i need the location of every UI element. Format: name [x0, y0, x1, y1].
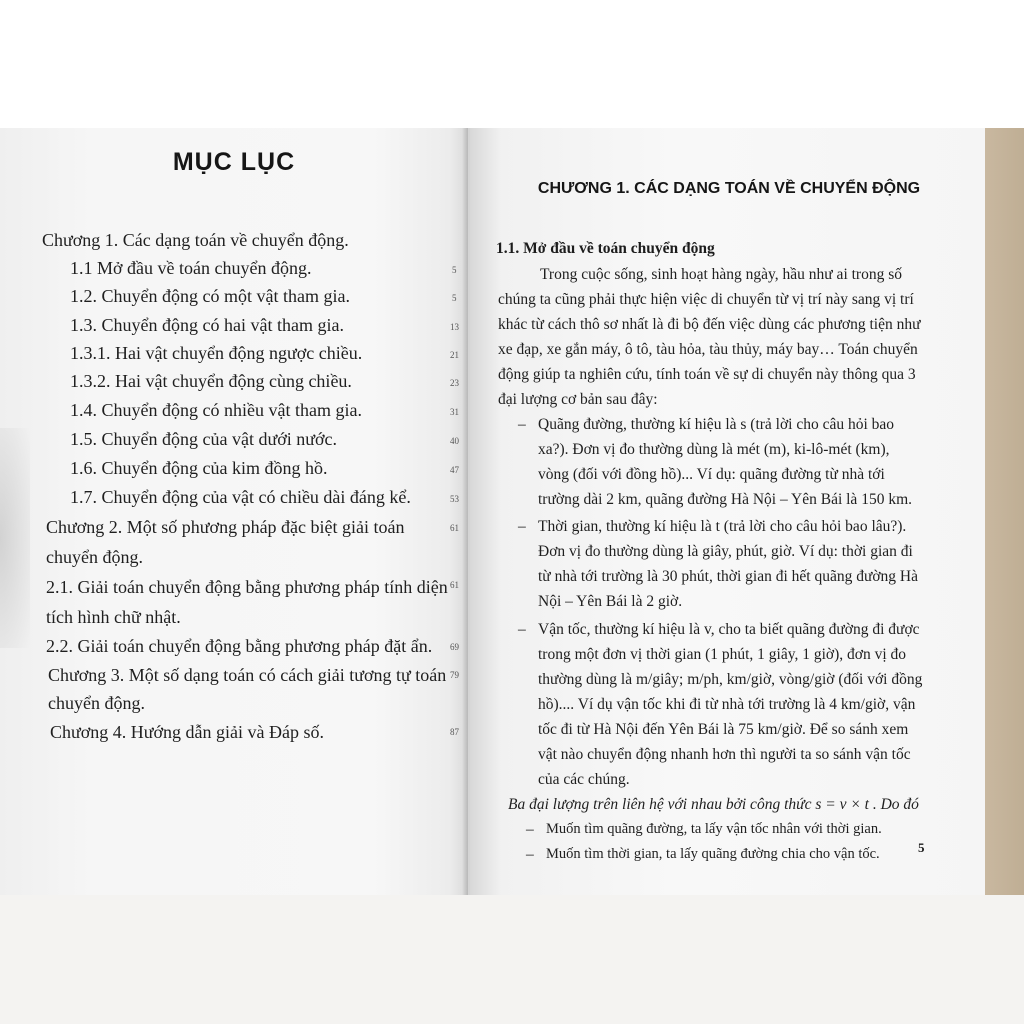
toc-page-number: 61: [450, 523, 459, 533]
toc-page-number: 5: [452, 265, 457, 275]
page-number: 5: [918, 840, 925, 855]
paragraph-line: Quãng đường, thường kí hiệu là s (trả lời cho câu hỏi bao: [538, 416, 895, 433]
paragraph-line: tốc đi từ Hà Nội đến Yên Bái là 75 km/giờ. Để so sánh xem: [538, 721, 909, 738]
toc-page-number: 87: [450, 727, 459, 737]
paragraph-line: Trong cuộc sống, sinh hoạt hàng ngày, hầu như ai trong số: [540, 266, 902, 283]
finger-shadow: [0, 428, 30, 648]
paragraph-line: của các chúng.: [538, 771, 630, 788]
toc-entry: 1.2. Chuyển động có một vật tham gia.: [70, 286, 350, 306]
paragraph-line: Muốn tìm quãng đường, ta lấy vận tốc nhân với thời gian.: [546, 821, 882, 837]
toc-entry: chuyển động.: [48, 693, 145, 713]
bullet-dash: –: [526, 846, 534, 863]
bullet-dash: –: [518, 416, 526, 433]
toc-entry: tích hình chữ nhật.: [46, 607, 181, 627]
toc-page-number: 69: [450, 642, 459, 652]
toc-entry: 1.7. Chuyển động của vật có chiều dài đáng kể.: [70, 487, 411, 507]
toc-entry: Chương 4. Hướng dẫn giải và Đáp số.: [50, 722, 325, 742]
table-surface: [0, 895, 1024, 1024]
toc-entry: 1.4. Chuyển động có nhiều vật tham gia.: [70, 400, 362, 420]
open-book: [0, 128, 1024, 895]
paragraph-line: Nội – Yên Bái là 2 giờ.: [538, 593, 683, 610]
toc-entry: 1.3. Chuyển động có hai vật tham gia.: [70, 315, 344, 335]
toc-entry: 1.6. Chuyển động của kim đồng hồ.: [70, 458, 328, 478]
paragraph-line: xe đạp, xe gắn máy, ô tô, tàu hỏa, tàu thủy, máy bay… Toán chuyển: [498, 341, 918, 358]
left-page-table-of-contents: [0, 128, 468, 895]
paragraph-line: hồ).... Ví dụ vận tốc khi đi từ nhà tới trường là 4 km/giờ, vận: [538, 696, 916, 713]
toc-page-number: 79: [450, 670, 459, 680]
paragraph-line: Đơn vị đo thường dùng là giây, phút, giờ. Ví dụ: thời gian đi: [538, 543, 913, 560]
paragraph-line: xa?). Đơn vị đo thường dùng là mét (m), ki-lô-mét (km),: [538, 441, 890, 458]
toc-title: MỤC LỤC: [172, 148, 296, 176]
toc-page-number: 5: [452, 293, 457, 303]
toc-page-number: 13: [450, 322, 459, 332]
toc-entry: 1.3.1. Hai vật chuyển động ngược chiều.: [70, 343, 363, 363]
toc-entry: chuyển động.: [46, 547, 143, 567]
paragraph-line: đại lượng cơ bản sau đây:: [498, 391, 658, 408]
paragraph-line: từ nhà tới trường là 30 phút, thời gian đi hết quãng đường Hà: [538, 568, 918, 585]
toc-entry: Chương 2. Một số phương pháp đặc biệt giải toán: [46, 517, 405, 537]
paragraph-line: động giúp ta nghiên cứu, tính toán về sự di chuyển này thông qua 3: [498, 366, 916, 383]
paragraph-line: vật nào chuyển động nhanh hơn thì người ta so sánh vận tốc: [538, 746, 911, 763]
toc-page-number: 21: [450, 350, 459, 360]
paragraph-line: Thời gian, thường kí hiệu là t (trả lời cho câu hỏi bao lâu?).: [538, 518, 907, 535]
section-title: 1.1. Mở đầu về toán chuyển động: [496, 240, 715, 257]
paragraph-line: trường dài 2 km, quãng đường Hà Nội – Yên Bái là 150 km.: [538, 491, 912, 508]
toc-page-number: 53: [450, 494, 459, 504]
paragraph-line: khác từ cách thô sơ nhất là đi bộ đến việc dùng các phương tiện như: [498, 316, 921, 333]
paragraph-line: vòng (đối với đồng hồ)... Ví dụ: quãng đường từ nhà tới: [538, 466, 885, 483]
toc-page-number: 31: [450, 407, 459, 417]
chapter-title: CHƯƠNG 1. CÁC DẠNG TOÁN VỀ CHUYỂN ĐỘNG: [537, 180, 921, 197]
paragraph-line: chúng ta cũng phải thực hiện việc di chuyển từ vị trí này sang vị trí: [498, 291, 914, 308]
formula-line: Ba đại lượng trên liên hệ với nhau bởi công thức s = v × t . Do đó: [508, 796, 919, 813]
toc-page-number: 47: [450, 465, 459, 475]
bullet-dash: –: [526, 821, 534, 838]
paragraph-line: Muốn tìm thời gian, ta lấy quãng đường chia cho vận tốc.: [546, 846, 880, 862]
toc-entry: 1.5. Chuyển động của vật dưới nước.: [70, 429, 338, 449]
toc-entry: 2.1. Giải toán chuyển động bằng phương pháp tính diện: [46, 577, 448, 597]
paragraph-line: Vận tốc, thường kí hiệu là v, cho ta biết quãng đường đi được: [538, 621, 920, 638]
toc-page-number: 40: [450, 436, 459, 446]
bullet-dash: –: [518, 621, 526, 638]
right-page-content: [470, 128, 988, 895]
toc-page-number: 23: [450, 378, 459, 388]
toc-entry: 1.3.2. Hai vật chuyển động cùng chiều.: [70, 371, 352, 391]
paragraph-line: trong một đơn vị thời gian (1 phút, 1 giây, 1 giờ), đơn vị đo: [538, 646, 907, 663]
toc-entry: Chương 3. Một số dạng toán có cách giải tương tự toán: [48, 665, 447, 685]
paragraph-line: thường dùng là m/giây; m/ph, km/giờ, vòng/giờ (đối với đồng: [538, 671, 923, 688]
bullet-dash: –: [518, 518, 526, 535]
toc-entry: 2.2. Giải toán chuyển động bằng phương pháp đặt ẩn.: [46, 636, 433, 656]
table-edge-wood: [985, 128, 1024, 895]
toc-entry: Chương 1. Các dạng toán về chuyển động.: [42, 230, 349, 250]
toc-entry: 1.1 Mở đầu về toán chuyển động.: [70, 258, 312, 278]
toc-page-number: 61: [450, 580, 459, 590]
